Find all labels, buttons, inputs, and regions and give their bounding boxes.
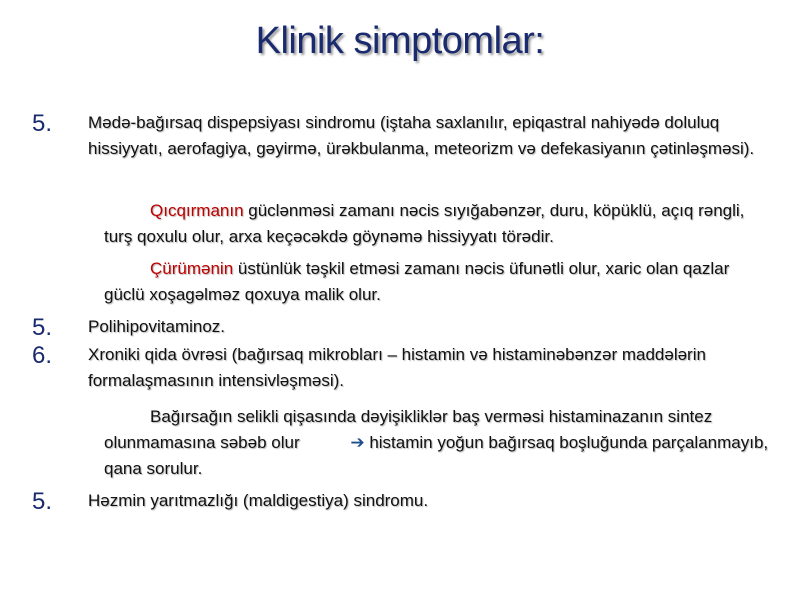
sub-item-text: üstünlük tǝşkil etmǝsi zamanı nǝcis üfunǝtli olur, xaric olan qazlar güclü xoşagǝlmǝz qoxuya malik olur. <box>104 259 730 304</box>
sub-item-fermentation <box>104 198 772 250</box>
list-item-maldigestion <box>32 488 772 514</box>
right-arrow-icon: ➔ <box>350 433 365 452</box>
list-item-dyspepsia <box>32 110 772 162</box>
item-text: Polihipovitaminoz. <box>88 317 226 336</box>
sub-item-text: güclǝnmǝsi zamanı nǝcis sıyığabǝnzǝr, duru, köpüklü, açıq rǝngli, turş qoxulu olur, arxa keçǝcǝkdǝ göynǝmǝ hissiyyatı törǝdir. <box>104 201 745 246</box>
sub-item-text-after: histamin yoğun bağırsaq boşluğunda parçalanmayıb, qana sorulur. <box>104 433 769 478</box>
slide-title: Klinik simptomlar: <box>255 20 545 62</box>
highlight-term: Çürümǝnin <box>150 259 234 278</box>
item-number: 6. <box>32 342 53 369</box>
item-number: 5. <box>32 314 53 341</box>
sub-item-putrefaction <box>104 256 772 308</box>
item-number: 5. <box>32 488 53 515</box>
item-text: Mǝdǝ-bağırsaq dispepsiyası sindromu (iştaha saxlanılır, epiqastral nahiyǝdǝ doluluq hissiyyatı, aerofagiya, gǝyirmǝ, ürǝkbulanma, meteorizm vǝ defekasiyanın çǝtinlǝşmǝsi). <box>88 113 755 158</box>
sub-item-histaminase <box>104 404 772 482</box>
list-item-food-intolerance <box>32 342 772 394</box>
highlight-term: Qıcqırmanın <box>150 201 244 220</box>
item-number: 5. <box>32 110 53 137</box>
item-text: Xroniki qida övrǝsi (bağırsaq mikrobları – histamin vǝ histaminǝbǝnzǝr maddǝlǝrin formalaşmasının intensivlǝşmǝsi). <box>88 345 706 390</box>
list-item-polyhypovitaminosis <box>32 314 772 340</box>
item-text: Hǝzmin yarıtmazlığı (maldigestiya) sindromu. <box>88 491 429 510</box>
sub-item-text-before: Bağırsağın selikli qişasında dǝyişikliklǝr baş vermǝsi histaminazanın sintez olunmamasına sǝbǝb olur <box>104 407 713 452</box>
